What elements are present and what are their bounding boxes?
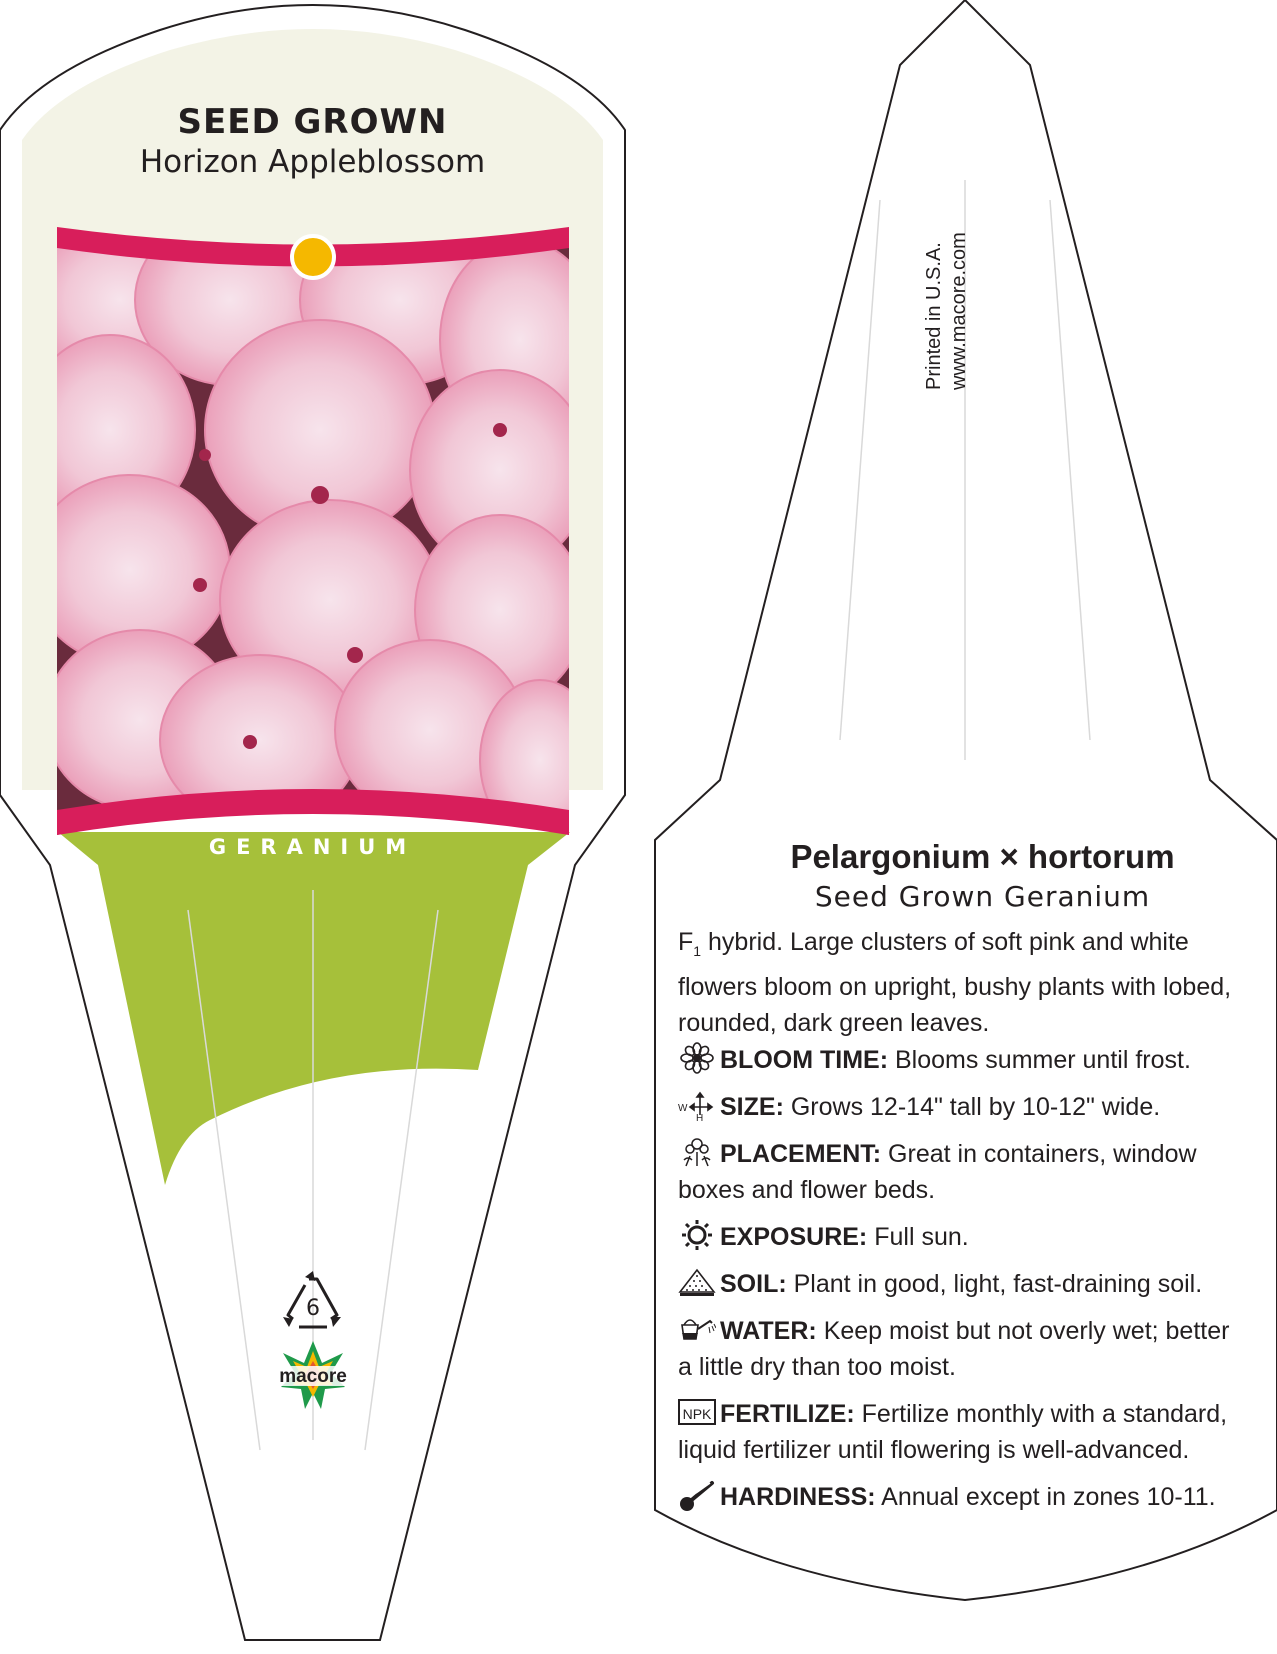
bloom-time-label: BLOOM TIME:	[720, 1046, 889, 1074]
attr-bloom-time	[678, 1042, 1238, 1078]
attr-placement	[678, 1136, 1238, 1208]
common-name: Seed Grown Geranium	[814, 880, 1151, 913]
hardiness-value: Annual except in zones 10-11.	[875, 1483, 1216, 1511]
watering-can-icon	[678, 1313, 716, 1345]
scientific-name: Pelargonium × hortorum	[790, 838, 1175, 875]
npk-text: NPK	[682, 1406, 712, 1422]
attr-water	[678, 1313, 1238, 1385]
npk-icon	[678, 1396, 716, 1428]
exposure-label: EXPOSURE:	[720, 1223, 868, 1251]
fertilize-label: FERTILIZE:	[720, 1400, 855, 1428]
brand-name: macore	[279, 1366, 347, 1387]
website-url: www.macore.com	[948, 232, 970, 390]
description-text: hybrid. Large clusters of soft pink and white flowers bloom on upright, bushy plants with lobed, rounded, dark green leaves.	[678, 928, 1232, 1037]
soil-value: Plant in good, light, fast-draining soil.	[786, 1270, 1203, 1298]
attr-fertilize	[678, 1396, 1238, 1468]
water-label: WATER:	[720, 1317, 817, 1345]
variety-name: Horizon Appleblossom	[139, 144, 486, 180]
description-subscript: 1	[693, 943, 702, 959]
attr-exposure	[678, 1219, 1238, 1255]
fertilize-value: Fertilize monthly with a standard, liquid fertilizer until flowering is well-advanced.	[678, 1400, 1228, 1464]
description-prefix: F	[678, 928, 694, 956]
size-value: Grows 12-14" tall by 10-12" wide.	[783, 1093, 1161, 1121]
size-label: SIZE:	[720, 1093, 784, 1121]
attr-soil	[678, 1266, 1238, 1302]
placement-value: Great in containers, window boxes and flower beds.	[678, 1140, 1197, 1204]
size-icon	[678, 1089, 716, 1121]
front-heading: SEED GROWN	[177, 102, 448, 142]
attr-hardiness	[678, 1479, 1238, 1515]
placement-icon	[678, 1136, 716, 1168]
exposure-value: Full sun.	[867, 1223, 969, 1251]
thermometer-icon	[678, 1479, 716, 1511]
sun-icon	[678, 1219, 716, 1251]
plant-description	[678, 924, 1238, 1041]
water-value: Keep moist but not overly wet; better a little dry than too moist.	[678, 1317, 1230, 1381]
sun-exposure-dot	[292, 236, 334, 278]
size-icon-h: H	[696, 1113, 704, 1121]
recycle-number: 6	[306, 1296, 320, 1321]
bloom-time-value: Blooms summer until frost.	[888, 1046, 1191, 1074]
hardiness-label: HARDINESS:	[720, 1483, 876, 1511]
soil-icon	[678, 1266, 716, 1298]
printed-in-usa: Printed in U.S.A.	[923, 242, 945, 390]
printed-in-usa-block	[915, 200, 975, 400]
placement-label: PLACEMENT:	[720, 1140, 882, 1168]
size-icon-w: W	[678, 1103, 688, 1114]
flower-icon	[678, 1042, 716, 1074]
flower-photo	[25, 215, 600, 840]
attr-size	[678, 1089, 1238, 1125]
species-band-label: GERANIUM	[208, 835, 417, 859]
soil-label: SOIL:	[720, 1270, 787, 1298]
